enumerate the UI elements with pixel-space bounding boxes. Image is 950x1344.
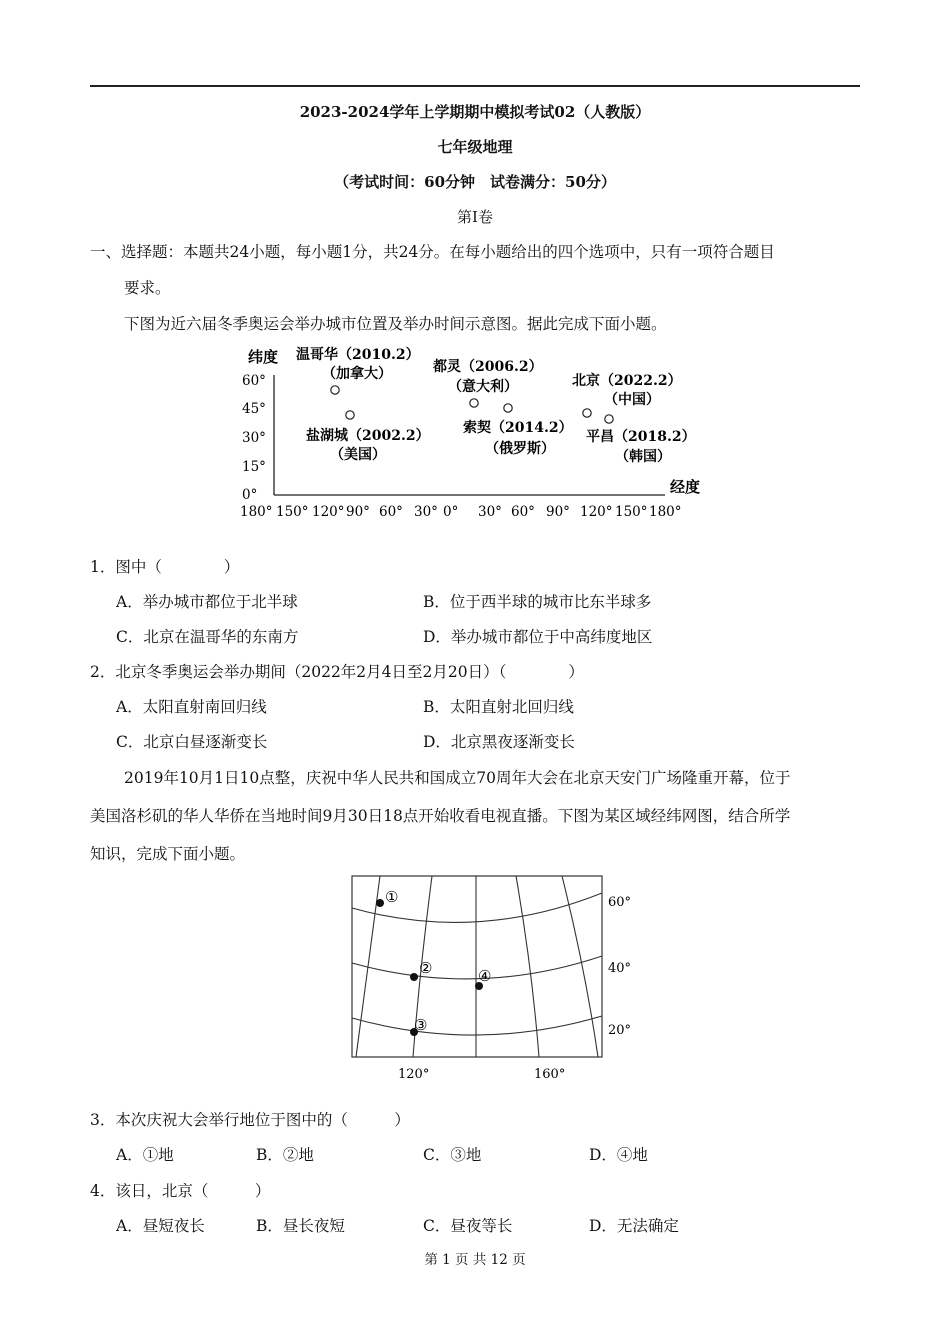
city-name-label: 盐湖城（2002.2）: [306, 428, 430, 444]
point-1-dot: [376, 899, 384, 907]
q4-option-c[interactable]: C．昼夜等长: [423, 1217, 513, 1235]
q4-option-b[interactable]: B．昼长夜短: [256, 1217, 345, 1235]
header-rule: [90, 85, 860, 87]
x-tick-label: 120°: [580, 504, 613, 520]
exam-title: 2023-2024学年上学期期中模拟考试02（人教版）: [299, 103, 651, 121]
q1-option-d[interactable]: D．举办城市都位于中高纬度地区: [423, 628, 653, 646]
x-tick-label: 150°: [615, 504, 648, 520]
city-country-label: （韩国）: [615, 449, 671, 465]
y-tick-label: 45°: [242, 401, 266, 417]
figure1-xlabel: 经度: [670, 478, 701, 496]
city-marker: [331, 386, 339, 394]
q3-option-d[interactable]: D．④地: [589, 1146, 648, 1164]
lon-120-label: 120°: [398, 1067, 430, 1082]
q2-option-c[interactable]: C．北京白昼逐渐变长: [116, 733, 268, 751]
x-tick-label: 60°: [511, 504, 535, 520]
intro-text-1: 下图为近六届冬季奥运会举办城市位置及举办时间示意图。据此完成下面小题。: [124, 315, 667, 333]
city-marker: [605, 415, 613, 423]
graticule-map-figure: [340, 868, 650, 1088]
city-marker: [504, 404, 512, 412]
q2-option-d[interactable]: D．北京黑夜逐渐变长: [423, 733, 575, 751]
q4-option-a[interactable]: A．昼短夜长: [116, 1217, 205, 1235]
y-tick-label: 30°: [242, 430, 266, 446]
x-tick-label: 30°: [414, 504, 438, 520]
city-marker: [583, 409, 591, 417]
x-tick-label: 60°: [379, 504, 403, 520]
point-1-label: ①: [385, 888, 399, 906]
x-tick-label: 180°: [240, 504, 273, 520]
city-name-label: 温哥华（2010.2）: [296, 347, 420, 363]
y-tick-label: 60°: [242, 373, 266, 389]
x-tick-label: 150°: [276, 504, 309, 520]
q3-option-c[interactable]: C．③地: [423, 1146, 482, 1164]
point-3-label: ③: [414, 1016, 428, 1034]
x-tick-label: 30°: [478, 504, 502, 520]
q1-option-b[interactable]: B．位于西半球的城市比东半球多: [423, 593, 652, 611]
q1-option-a[interactable]: A．举办城市都位于北半球: [116, 593, 298, 611]
city-name-label: 北京（2022.2）: [572, 373, 682, 389]
y-tick-label: 0°: [242, 487, 258, 503]
page-number: 第 1 页 共 12 页: [424, 1252, 526, 1268]
passage-2-line-1: 2019年10月1日10点整，庆祝中华人民共和国成立70周年大会在北京天安门广场隆重开幕，位于: [124, 769, 791, 787]
lon-160-label: 160°: [534, 1067, 566, 1082]
city-country-label: （加拿大）: [322, 366, 392, 382]
city-marker: [346, 411, 354, 419]
q1-option-c[interactable]: C．北京在温哥华的东南方: [116, 628, 299, 646]
city-marker: [470, 399, 478, 407]
lat-60-label: 60°: [608, 895, 632, 910]
question-4-stem: 4．该日，北京（ ）: [90, 1182, 271, 1200]
city-name-label: 平昌（2018.2）: [586, 429, 696, 445]
passage-2-line-3: 知识，完成下面小题。: [90, 845, 246, 863]
q3-option-a[interactable]: A．①地: [116, 1146, 174, 1164]
section-heading-cont: 要求。: [124, 279, 171, 297]
lat-20-label: 20°: [608, 1023, 632, 1038]
exam-info: （考试时间：60分钟 试卷满分：50分）: [334, 173, 616, 191]
x-tick-label: 0°: [443, 504, 459, 520]
q2-option-b[interactable]: B．太阳直射北回归线: [423, 698, 574, 716]
exam-subject: 七年级地理: [437, 138, 513, 156]
x-tick-label: 90°: [546, 504, 570, 520]
x-tick-label: 180°: [649, 504, 682, 520]
olympic-cities-figure: [240, 340, 720, 525]
x-tick-label: 90°: [346, 504, 370, 520]
passage-2-line-2: 美国洛杉矶的华人华侨在当地时间9月30日18点开始收看电视直播。下图为某区域经纬网图，结合所学: [90, 807, 791, 825]
question-1-stem: 1．图中（ ）: [90, 558, 240, 576]
point-2-dot: [410, 973, 418, 981]
question-3-stem: 3．本次庆祝大会举行地位于图中的（ ）: [90, 1111, 410, 1129]
city-name-label: 都灵（2006.2）: [433, 359, 543, 375]
q3-option-b[interactable]: B．②地: [256, 1146, 314, 1164]
point-2-label: ②: [419, 959, 433, 977]
figure1-ylabel: 纬度: [248, 348, 279, 366]
y-tick-label: 15°: [242, 459, 266, 475]
city-name-label: 索契（2014.2）: [463, 420, 573, 436]
q4-option-d[interactable]: D．无法确定: [589, 1217, 679, 1235]
city-country-label: （中国）: [604, 392, 660, 408]
question-2-stem: 2．北京冬季奥运会举办期间（2022年2月4日至2月20日）（ ）: [90, 663, 584, 681]
q2-option-a[interactable]: A．太阳直射南回归线: [116, 698, 267, 716]
section-heading: 一、选择题：本题共24小题，每小题1分，共24分。在每小题给出的四个选项中，只有一项符合题目: [90, 243, 775, 261]
city-country-label: （美国）: [330, 447, 386, 463]
lat-40-label: 40°: [608, 961, 632, 976]
volume-label: 第Ⅰ卷: [457, 208, 493, 226]
city-country-label: （俄罗斯）: [485, 441, 555, 457]
city-country-label: （意大利）: [448, 379, 518, 395]
x-tick-label: 120°: [312, 504, 345, 520]
point-4-label: ④: [478, 967, 492, 985]
